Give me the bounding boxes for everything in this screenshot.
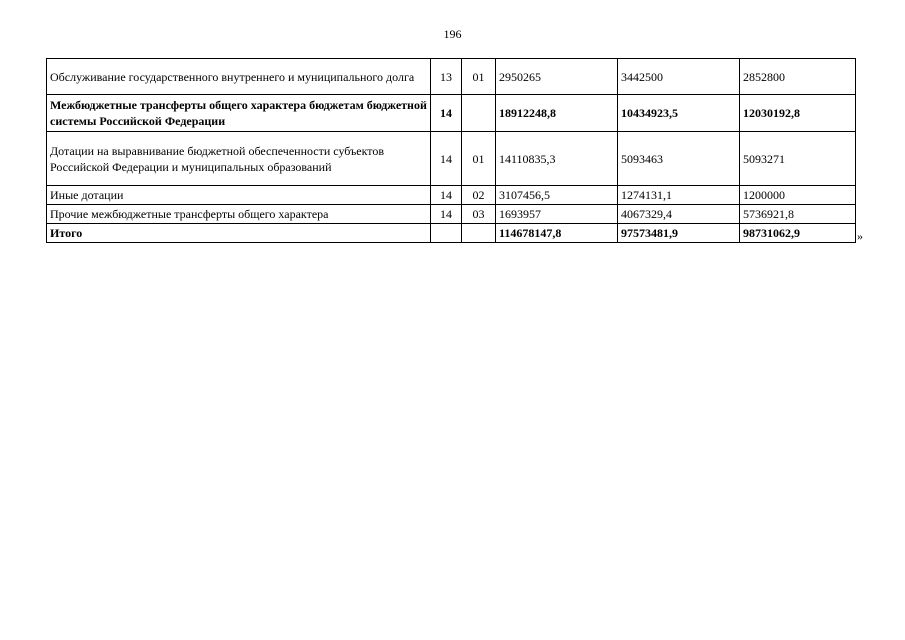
table-row — [47, 95, 856, 132]
value-year2-cell: 10434923,5 — [618, 95, 740, 132]
section-code-cell: 13 — [431, 59, 462, 95]
table-row — [47, 186, 856, 205]
page-number: 196 — [443, 27, 462, 41]
section-code-cell: 14 — [431, 132, 462, 186]
subsection-code-cell: 01 — [462, 59, 496, 95]
value-year3-cell: 2852800 — [740, 59, 856, 95]
value-year1-cell: 18912248,8 — [496, 95, 618, 132]
value-year1-cell: 14110835,3 — [496, 132, 618, 186]
section-code-cell: 14 — [431, 205, 462, 224]
value-year3-cell: 12030192,8 — [740, 95, 856, 132]
row-name-cell: Иные дотации — [47, 186, 431, 205]
value-year1-cell: 3107456,5 — [496, 186, 618, 205]
table-row — [47, 224, 856, 243]
value-year2-cell: 1274131,1 — [618, 186, 740, 205]
table-row — [47, 205, 856, 224]
value-year2-cell: 5093463 — [618, 132, 740, 186]
row-name-cell: Прочие межбюджетные трансферты общего характера — [47, 205, 431, 224]
value-year2-cell: 3442500 — [618, 59, 740, 95]
subsection-code-cell: 01 — [462, 132, 496, 186]
row-name-cell: Дотации на выравнивание бюджетной обеспеченности субъектов Российской Федерации и муниципальных образований — [47, 132, 431, 186]
row-name-cell: Итого — [47, 224, 431, 243]
row-name-cell: Обслуживание государственного внутреннего и муниципального долга — [47, 59, 431, 95]
row-name-cell: Межбюджетные трансферты общего характера бюджетам бюджетной системы Российской Федерации — [47, 95, 431, 132]
subsection-code-cell — [462, 224, 496, 243]
value-year3-cell: 5736921,8 — [740, 205, 856, 224]
table-row — [47, 59, 856, 95]
subsection-code-cell: 03 — [462, 205, 496, 224]
value-year1-cell: 2950265 — [496, 59, 618, 95]
table-row — [47, 132, 856, 186]
value-year3-cell: 98731062,9 — [740, 224, 856, 243]
value-year3-cell: 5093271 — [740, 132, 856, 186]
section-code-cell: 14 — [431, 95, 462, 132]
value-year2-cell: 97573481,9 — [618, 224, 740, 243]
closing-quote-mark: » — [857, 229, 863, 243]
section-code-cell: 14 — [431, 186, 462, 205]
budget-table — [46, 58, 856, 243]
value-year1-cell: 114678147,8 — [496, 224, 618, 243]
section-code-cell — [431, 224, 462, 243]
value-year2-cell: 4067329,4 — [618, 205, 740, 224]
value-year1-cell: 1693957 — [496, 205, 618, 224]
subsection-code-cell — [462, 95, 496, 132]
table-body — [47, 59, 856, 243]
subsection-code-cell: 02 — [462, 186, 496, 205]
value-year3-cell: 1200000 — [740, 186, 856, 205]
